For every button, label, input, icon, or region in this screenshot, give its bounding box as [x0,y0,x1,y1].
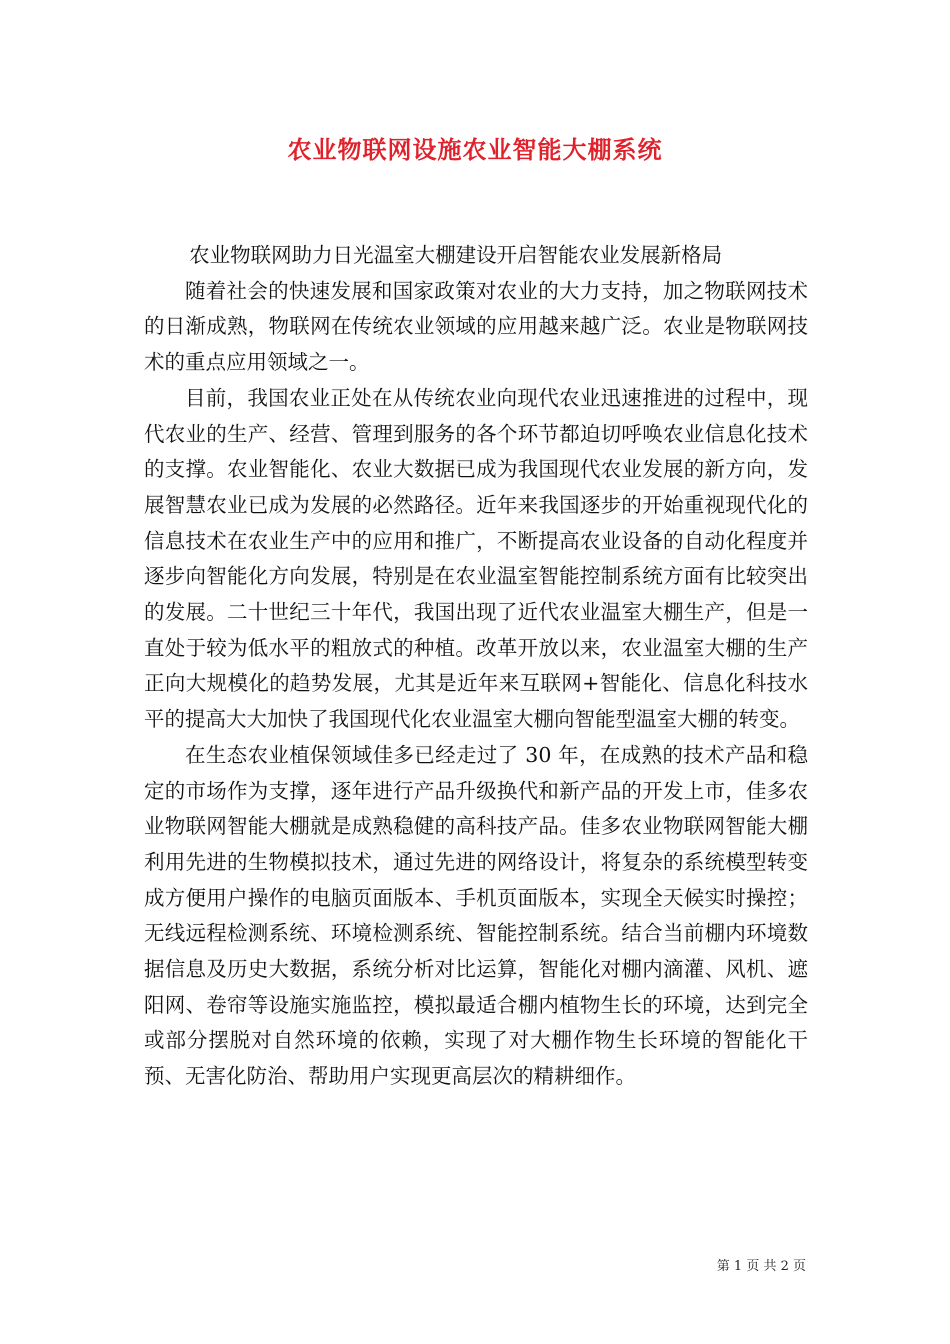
paragraph: 随着社会的快速发展和国家政策对农业的大力支持，加之物联网技术的日渐成熟，物联网在传统农业领域的应用越来越广泛。农业是物联网技术的重点应用领域之一。 [144,278,808,375]
document-title: 农业物联网设施农业智能大棚系统 [287,135,663,164]
page-number: 第 1 页 共 2 页 [716,1259,806,1274]
document-body [144,238,808,1095]
document-subtitle: 农业物联网助力日光温室大棚建设开启智能农业发展新格局 [189,243,723,267]
paragraph: 在生态农业植保领域佳多已经走过了 30 年，在成熟的技术产品和稳定的市场作为支撑，逐年进行产品升级换代和新产品的开发上市，佳多农业物联网智能大棚就是成熟稳健的高科技产品。佳多农业物联网智能大棚利用先进的生物模拟技术，通过先进的网络设计，将复杂的系统模型转变成方便用户操作的电脑页面版本、手机页面版本，实现全天候实时操控；无线远程检测系统、环境检测系统、智能控制系统。结合当前棚内环境数据信息及历史大数据，系统分析对比运算，智能化对棚内滴灌、风机、遮阳网、卷帘等设施实施监控，模拟最适合棚内植物生长的环境，达到完全或部分摆脱对自然环境的依赖，实现了对大棚作物生长环境的智能化干预、无害化防治、帮助用户实现更高层次的精耕细作。 [144,742,808,1089]
paragraph: 目前，我国农业正处在从传统农业向现代农业迅速推进的过程中，现代农业的生产、经营、管理到服务的各个环节都迫切呼唤农业信息化技术的支撑。农业智能化、农业大数据已成为我国现代农业发展的新方向，发展智慧农业已成为发展的必然路径。近年来我国逐步的开始重视现代化的信息技术在农业生产中的应用和推广，不断提高农业设备的自动化程度并逐步向智能化方向发展，特别是在农业温室智能控制系统方面有比较突出的发展。二十世纪三十年代，我国出现了近代农业温室大棚生产，但是一直处于较为低水平的粗放式的种植。改革开放以来，农业温室大棚的生产正向大规模化的趋势发展，尤其是近年来互联网+智能化、信息化科技水平的提高大大加快了我国现代化农业温室大棚向智能型温室大棚的转变。 [144,385,808,732]
